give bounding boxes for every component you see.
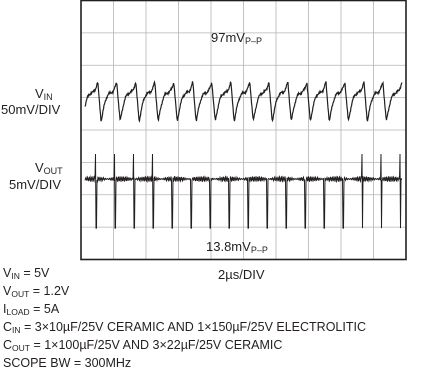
note-cout: $C_{OUT} = 1\times 100\mu F/25V$ AND 3×22µF/25V CERAMIC: [3, 338, 283, 353]
vout-channel-label: $V_{OUT}$: [35, 160, 63, 176]
vin-amplitude-label: $97mV_{P-P}$: [211, 30, 262, 46]
note-cin: $C_{IN} = 3\times 10\mu F/25V$ CERAMIC AND 1×150µF/25V ELECTROLITIC: [3, 320, 366, 335]
vout-amplitude-label: $13.8mV_{P-P}$: [206, 239, 268, 255]
vin-channel-label: $V_{IN}$: [35, 86, 53, 102]
note-vin: $V_{IN} = 5V$: [3, 266, 50, 281]
note-iload: $I_{LOAD} = 5A$: [3, 302, 60, 317]
vout-scale-label: 5mV/DIV: [9, 177, 62, 192]
vin-scale-label: 50mV/DIV: [1, 102, 61, 117]
time-scale-label: 2µs/DIV: [218, 267, 265, 282]
note-scope-bw: SCOPE BW = 300MHz: [3, 356, 132, 370]
note-vout: $V_{OUT} = 1.2V$: [3, 284, 70, 299]
